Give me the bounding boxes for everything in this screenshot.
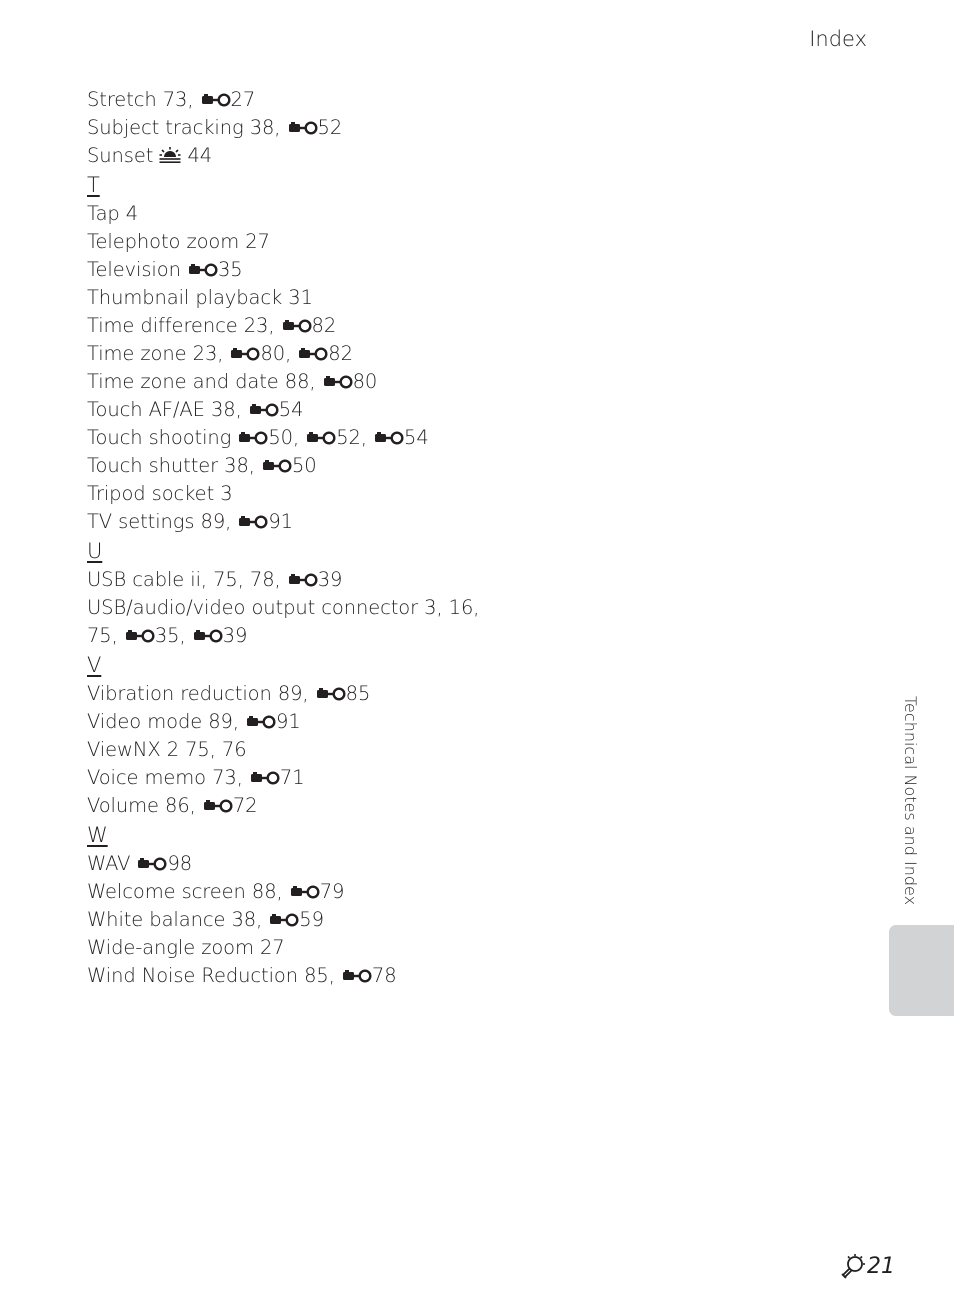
index-page-ref[interactable]: 85	[345, 682, 371, 705]
reference-section-icon	[288, 121, 318, 135]
index-page-ref[interactable]: 54	[278, 398, 304, 421]
index-entry	[87, 906, 607, 934]
index-entry	[87, 114, 607, 142]
index-page-ref[interactable]: 80	[352, 370, 378, 393]
index-entry-text: Welcome screen 88,	[87, 880, 289, 903]
index-entry-text: Touch shutter 38,	[87, 454, 261, 477]
index-entry	[87, 736, 607, 764]
index-letter-heading: T	[87, 173, 100, 197]
index-entry	[87, 680, 607, 708]
index-entry	[87, 480, 607, 508]
reference-section-icon	[282, 319, 312, 333]
index-entry-text: ViewNX 2 75, 76	[87, 738, 247, 761]
reference-section-icon	[374, 431, 404, 445]
reference-section-icon	[230, 347, 260, 361]
index-entry-text: Touch shooting	[87, 426, 238, 449]
index-entry	[87, 934, 607, 962]
reference-section-icon	[290, 885, 320, 899]
index-page-ref[interactable]: 78	[371, 964, 397, 987]
sunset-icon	[159, 146, 181, 164]
index-entry	[87, 764, 607, 792]
index-page-ref[interactable]: 27	[230, 88, 256, 111]
index-page-ref[interactable]: 35	[154, 624, 180, 647]
technical-notes-icon	[840, 1253, 866, 1279]
reference-section-icon	[306, 431, 336, 445]
reference-section-icon	[203, 799, 233, 813]
index-page-ref[interactable]: 39	[222, 624, 248, 647]
reference-section-icon	[262, 459, 292, 473]
index-entry	[87, 792, 607, 820]
index-page-ref[interactable]: 52	[317, 116, 343, 139]
index-entry	[87, 142, 607, 170]
reference-section-icon	[288, 573, 318, 587]
index-entry	[87, 878, 607, 906]
index-page-ref[interactable]: 59	[299, 908, 324, 931]
index-letter-heading: U	[87, 539, 103, 563]
reference-section-icon	[249, 403, 279, 417]
reference-section-icon	[188, 263, 218, 277]
index-entry-text: Subject tracking 38,	[87, 116, 287, 139]
index-entry	[87, 708, 607, 736]
index-entry-text: TV settings 89,	[87, 510, 238, 533]
reference-section-icon	[342, 969, 372, 983]
page-number-text: 21	[867, 1253, 895, 1279]
index-page-ref[interactable]: 50	[291, 454, 317, 477]
index-entry	[87, 312, 607, 340]
index-entry	[87, 850, 607, 878]
index-entry-text: 44	[181, 144, 213, 167]
index-page-ref[interactable]: 82	[328, 342, 353, 365]
reference-section-icon	[193, 629, 223, 643]
reference-section-icon	[269, 913, 299, 927]
index-entry	[87, 508, 607, 536]
index-entry-text: Sunset	[87, 144, 160, 167]
side-section-label: Technical Notes and Index	[901, 696, 920, 906]
index-page-ref[interactable]: 79	[319, 880, 345, 903]
index-entry	[87, 256, 607, 284]
index-page-ref[interactable]: 54	[404, 426, 429, 449]
index-page-ref[interactable]: 82	[311, 314, 337, 337]
index-entry-text: Thumbnail playback 31	[87, 286, 313, 309]
index-entry-text: USB/audio/video output connector 3, 16,	[87, 596, 480, 619]
index-page-ref[interactable]: 71	[279, 766, 305, 789]
index-entry-text: White balance 38,	[87, 908, 269, 931]
index-entry-text: ,	[293, 426, 306, 449]
index-entry-text: Time zone and date 88,	[87, 370, 322, 393]
index-page-ref[interactable]: 50	[268, 426, 293, 449]
index-page-ref[interactable]: 91	[268, 510, 293, 533]
reference-section-icon	[298, 347, 328, 361]
index-entry	[87, 86, 607, 114]
index-page-ref[interactable]: 52	[336, 426, 361, 449]
page-header-title: Index	[809, 27, 867, 51]
index-entry-text: WAV	[87, 852, 137, 875]
index-entry-text: ,	[179, 624, 192, 647]
index-entry	[87, 962, 607, 990]
index-list	[87, 86, 607, 990]
section-tab	[889, 925, 954, 1016]
reference-section-icon	[316, 687, 346, 701]
index-entry-text: 75,	[87, 624, 124, 647]
index-entry-text: Time zone 23,	[87, 342, 230, 365]
index-entry	[87, 396, 607, 424]
index-page-ref[interactable]: 35	[217, 258, 243, 281]
index-entry	[87, 368, 607, 396]
reference-section-icon	[238, 431, 268, 445]
reference-section-icon	[246, 715, 276, 729]
index-page-ref[interactable]: 39	[317, 568, 343, 591]
index-entry-text: Video mode 89,	[87, 710, 246, 733]
reference-section-icon	[323, 375, 353, 389]
index-entry	[87, 452, 607, 480]
index-entry-text: Touch AF/AE 38,	[87, 398, 248, 421]
index-entry-text: Telephoto zoom 27	[87, 230, 270, 253]
index-page-ref[interactable]: 98	[167, 852, 193, 875]
reference-section-icon	[238, 515, 268, 529]
index-entry	[87, 566, 607, 594]
index-entry-text: Wide-angle zoom 27	[87, 936, 285, 959]
index-entry	[87, 200, 607, 228]
index-letter-heading: W	[87, 823, 108, 847]
index-entry-text: Time difference 23,	[87, 314, 281, 337]
index-page-ref[interactable]: 72	[232, 794, 258, 817]
index-entry-text: ,	[285, 342, 298, 365]
index-entry	[87, 622, 607, 650]
index-entry	[87, 228, 607, 256]
index-entry	[87, 340, 607, 368]
index-entry	[87, 594, 607, 622]
index-entry	[87, 424, 607, 452]
index-letter-heading: V	[87, 653, 102, 677]
index-entry-text: Tap 4	[87, 202, 139, 225]
index-page-ref[interactable]: 91	[276, 710, 301, 733]
index-entry-text: Television	[87, 258, 187, 281]
index-entry-text: USB cable ii, 75, 78,	[87, 568, 287, 591]
reference-section-icon	[137, 857, 167, 871]
index-entry	[87, 284, 607, 312]
reference-section-icon	[125, 629, 155, 643]
page-number	[840, 1251, 895, 1281]
index-entry-text: Wind Noise Reduction 85,	[87, 964, 341, 987]
index-page-ref[interactable]: 80	[260, 342, 286, 365]
index-entry-text: Stretch 73,	[87, 88, 200, 111]
index-entry-text: Voice memo 73,	[87, 766, 249, 789]
index-entry-text: Tripod socket 3	[87, 482, 233, 505]
index-entry-text: Volume 86,	[87, 794, 202, 817]
reference-section-icon	[250, 771, 280, 785]
index-entry-text: Vibration reduction 89,	[87, 682, 315, 705]
reference-section-icon	[201, 93, 231, 107]
index-entry-text: ,	[360, 426, 374, 449]
